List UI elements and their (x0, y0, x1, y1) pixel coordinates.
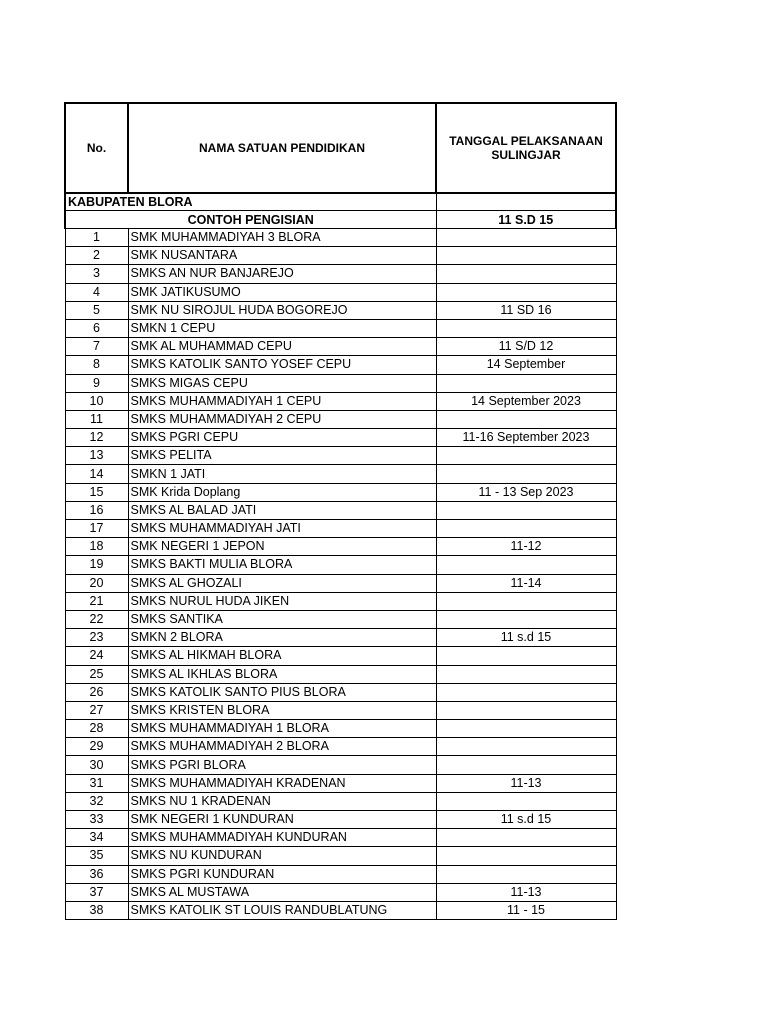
execution-date (436, 683, 616, 701)
table-row (65, 901, 616, 919)
table-row (65, 829, 616, 847)
execution-date: 14 September (436, 356, 616, 374)
table-row (65, 738, 616, 756)
row-number: 35 (65, 847, 128, 865)
school-name: SMKS AL HIKMAH BLORA (128, 647, 436, 665)
execution-date (436, 610, 616, 628)
row-number: 37 (65, 883, 128, 901)
school-name: SMKS NURUL HUDA JIKEN (128, 592, 436, 610)
school-name: SMKS PGRI KUNDURAN (128, 865, 436, 883)
row-number: 8 (65, 356, 128, 374)
school-name: SMKS MUHAMMADIYAH KUNDURAN (128, 829, 436, 847)
table-row (65, 811, 616, 829)
school-name: SMK NU SIROJUL HUDA BOGOREJO (128, 301, 436, 319)
table-row (65, 792, 616, 810)
row-number: 10 (65, 392, 128, 410)
table-row (65, 774, 616, 792)
school-name: SMKS MUHAMMADIYAH JATI (128, 520, 436, 538)
table-row (65, 247, 616, 265)
table-row (65, 701, 616, 719)
table-row (65, 410, 616, 428)
school-name: SMKS AL MUSTAWA (128, 883, 436, 901)
school-name: SMKS KRISTEN BLORA (128, 701, 436, 719)
school-name: SMKS MUHAMMADIYAH KRADENAN (128, 774, 436, 792)
school-name: SMKS MUHAMMADIYAH 1 BLORA (128, 720, 436, 738)
example-date: 11 S.D 15 (436, 211, 616, 229)
school-name: SMK JATIKUSUMO (128, 283, 436, 301)
execution-date (436, 792, 616, 810)
header-date-line1: TANGGAL PELAKSANAAN (449, 134, 603, 148)
table-row (65, 338, 616, 356)
row-number: 9 (65, 374, 128, 392)
row-number: 11 (65, 410, 128, 428)
table-row (65, 610, 616, 628)
row-number: 21 (65, 592, 128, 610)
table-row (65, 465, 616, 483)
table-row (65, 374, 616, 392)
table-row (65, 883, 616, 901)
execution-date (436, 465, 616, 483)
execution-date: 11-16 September 2023 (436, 429, 616, 447)
row-number: 4 (65, 283, 128, 301)
row-number: 17 (65, 520, 128, 538)
table-row (65, 447, 616, 465)
table-row (65, 501, 616, 519)
school-name: SMKS KATOLIK ST LOUIS RANDUBLATUNG (128, 901, 436, 919)
school-name: SMK Krida Doplang (128, 483, 436, 501)
row-number: 1 (65, 229, 128, 247)
row-number: 3 (65, 265, 128, 283)
row-number: 20 (65, 574, 128, 592)
row-number: 32 (65, 792, 128, 810)
header-row (65, 103, 616, 193)
execution-date: 11 - 15 (436, 901, 616, 919)
school-name: SMKS KATOLIK SANTO YOSEF CEPU (128, 356, 436, 374)
school-name: SMKS PGRI BLORA (128, 756, 436, 774)
execution-date: 11-13 (436, 774, 616, 792)
school-name: SMKS NU 1 KRADENAN (128, 792, 436, 810)
execution-date (436, 738, 616, 756)
execution-date (436, 647, 616, 665)
execution-date (436, 720, 616, 738)
table-row (65, 647, 616, 665)
school-name: SMKS PELITA (128, 447, 436, 465)
example-row (65, 211, 616, 229)
table-row (65, 865, 616, 883)
row-number: 22 (65, 610, 128, 628)
school-name: SMKS AL IKHLAS BLORA (128, 665, 436, 683)
execution-date: 11-14 (436, 574, 616, 592)
execution-date (436, 319, 616, 337)
table-row (65, 592, 616, 610)
table-row (65, 629, 616, 647)
execution-date (436, 520, 616, 538)
header-date (436, 103, 616, 193)
table-row (65, 520, 616, 538)
execution-date (436, 847, 616, 865)
school-name: SMK NEGERI 1 KUNDURAN (128, 811, 436, 829)
execution-date (436, 865, 616, 883)
school-name: SMKS MUHAMMADIYAH 1 CEPU (128, 392, 436, 410)
table-row (65, 429, 616, 447)
row-number: 34 (65, 829, 128, 847)
school-name: SMKS BAKTI MULIA BLORA (128, 556, 436, 574)
row-number: 15 (65, 483, 128, 501)
table-row (65, 574, 616, 592)
execution-date (436, 501, 616, 519)
row-number: 26 (65, 683, 128, 701)
row-number: 31 (65, 774, 128, 792)
execution-date (436, 701, 616, 719)
school-name: SMKS PGRI CEPU (128, 429, 436, 447)
row-number: 12 (65, 429, 128, 447)
row-number: 29 (65, 738, 128, 756)
row-number: 28 (65, 720, 128, 738)
table-row (65, 229, 616, 247)
school-name: SMKN 2 BLORA (128, 629, 436, 647)
execution-date (436, 556, 616, 574)
school-name: SMKS AN NUR BANJAREJO (128, 265, 436, 283)
row-number: 7 (65, 338, 128, 356)
table-row (65, 356, 616, 374)
table-row (65, 720, 616, 738)
school-name: SMK NUSANTARA (128, 247, 436, 265)
execution-date (436, 229, 616, 247)
row-number: 25 (65, 665, 128, 683)
execution-date: 11 - 13 Sep 2023 (436, 483, 616, 501)
execution-date: 11 s.d 15 (436, 811, 616, 829)
table-row (65, 556, 616, 574)
row-number: 19 (65, 556, 128, 574)
execution-date: 14 September 2023 (436, 392, 616, 410)
table-row (65, 483, 616, 501)
execution-date: 11 S/D 12 (436, 338, 616, 356)
table-row (65, 283, 616, 301)
execution-date (436, 829, 616, 847)
row-number: 27 (65, 701, 128, 719)
row-number: 16 (65, 501, 128, 519)
row-number: 6 (65, 319, 128, 337)
row-number: 2 (65, 247, 128, 265)
execution-date: 11 SD 16 (436, 301, 616, 319)
execution-date: 11-12 (436, 538, 616, 556)
table-row (65, 683, 616, 701)
region-row (65, 193, 616, 211)
school-name: SMKS MUHAMMADIYAH 2 BLORA (128, 738, 436, 756)
row-number: 24 (65, 647, 128, 665)
table-row (65, 319, 616, 337)
region-date-cell (436, 193, 616, 211)
table-row (65, 538, 616, 556)
school-name: SMKS AL BALAD JATI (128, 501, 436, 519)
school-name: SMK NEGERI 1 JEPON (128, 538, 436, 556)
school-name: SMKN 1 JATI (128, 465, 436, 483)
school-name: SMKS SANTIKA (128, 610, 436, 628)
execution-date (436, 592, 616, 610)
school-name: SMKS AL GHOZALI (128, 574, 436, 592)
execution-date: 11-13 (436, 883, 616, 901)
header-name: NAMA SATUAN PENDIDIKAN (128, 103, 436, 193)
school-schedule-table (64, 102, 617, 920)
table-row (65, 392, 616, 410)
table-row (65, 847, 616, 865)
row-number: 18 (65, 538, 128, 556)
example-label: CONTOH PENGISIAN (65, 211, 436, 229)
school-name: SMKS NU KUNDURAN (128, 847, 436, 865)
execution-date (436, 665, 616, 683)
header-date-line2: SULINGJAR (491, 148, 561, 162)
school-name: SMK MUHAMMADIYAH 3 BLORA (128, 229, 436, 247)
row-number: 36 (65, 865, 128, 883)
row-number: 33 (65, 811, 128, 829)
execution-date (436, 447, 616, 465)
row-number: 13 (65, 447, 128, 465)
header-no: No. (65, 103, 128, 193)
execution-date (436, 756, 616, 774)
school-name: SMKN 1 CEPU (128, 319, 436, 337)
row-number: 30 (65, 756, 128, 774)
execution-date (436, 247, 616, 265)
row-number: 38 (65, 901, 128, 919)
table-row (65, 301, 616, 319)
school-name: SMK AL MUHAMMAD CEPU (128, 338, 436, 356)
table-row (65, 665, 616, 683)
row-number: 5 (65, 301, 128, 319)
table-row (65, 265, 616, 283)
row-number: 23 (65, 629, 128, 647)
school-name: SMKS MUHAMMADIYAH 2 CEPU (128, 410, 436, 428)
execution-date: 11 s.d 15 (436, 629, 616, 647)
execution-date (436, 374, 616, 392)
execution-date (436, 410, 616, 428)
table-row (65, 756, 616, 774)
row-number: 14 (65, 465, 128, 483)
execution-date (436, 265, 616, 283)
school-name: SMKS MIGAS CEPU (128, 374, 436, 392)
region-label: KABUPATEN BLORA (65, 193, 436, 211)
execution-date (436, 283, 616, 301)
school-name: SMKS KATOLIK SANTO PIUS BLORA (128, 683, 436, 701)
